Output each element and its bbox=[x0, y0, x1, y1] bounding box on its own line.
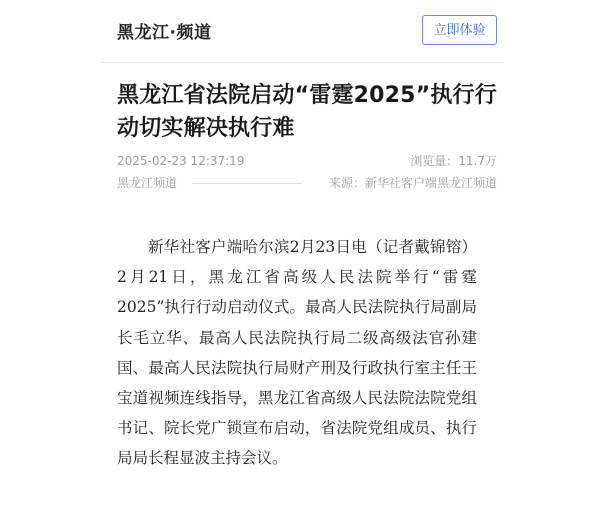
published-time: 2025-02-23 12:37:19 bbox=[117, 154, 245, 168]
channel-label[interactable]: 黑龙江频道 bbox=[117, 176, 178, 190]
article-title: 黑龙江省法院启动“雷霆2025”执行行动切实解决执行难 bbox=[117, 83, 497, 141]
channel-header bbox=[100, 0, 504, 63]
source-text: 来源：新华社客户端黑龙江频道 bbox=[328, 176, 497, 190]
article-page bbox=[100, 0, 504, 531]
try-now-button[interactable]: 立即体验 bbox=[422, 15, 497, 45]
article-meta-row-secondary bbox=[117, 174, 497, 192]
meta-divider bbox=[192, 183, 302, 184]
article-meta-row-primary bbox=[117, 152, 497, 170]
view-count: 浏览量：11.7万 bbox=[410, 154, 497, 168]
channel-name: 黑龙江·频道 bbox=[117, 23, 212, 43]
article-body-paragraph: 新华社客户端哈尔滨2月23日电（记者戴锦镕）2月21日，黑龙江省高级人民法院举行“雷霆2025”执行行动启动仪式。最高人民法院执行局副局长毛立华、最高人民法院执行局二级高级法官孙建国、最高人民法院执行局财产刑及行政执行室主任王宝道视频连线指导，黑龙江省高级人民法院法院党组书记、院长党广锁宣布启动，省法院党组成员、执行局局长程显波主持会议。 bbox=[117, 238, 477, 468]
